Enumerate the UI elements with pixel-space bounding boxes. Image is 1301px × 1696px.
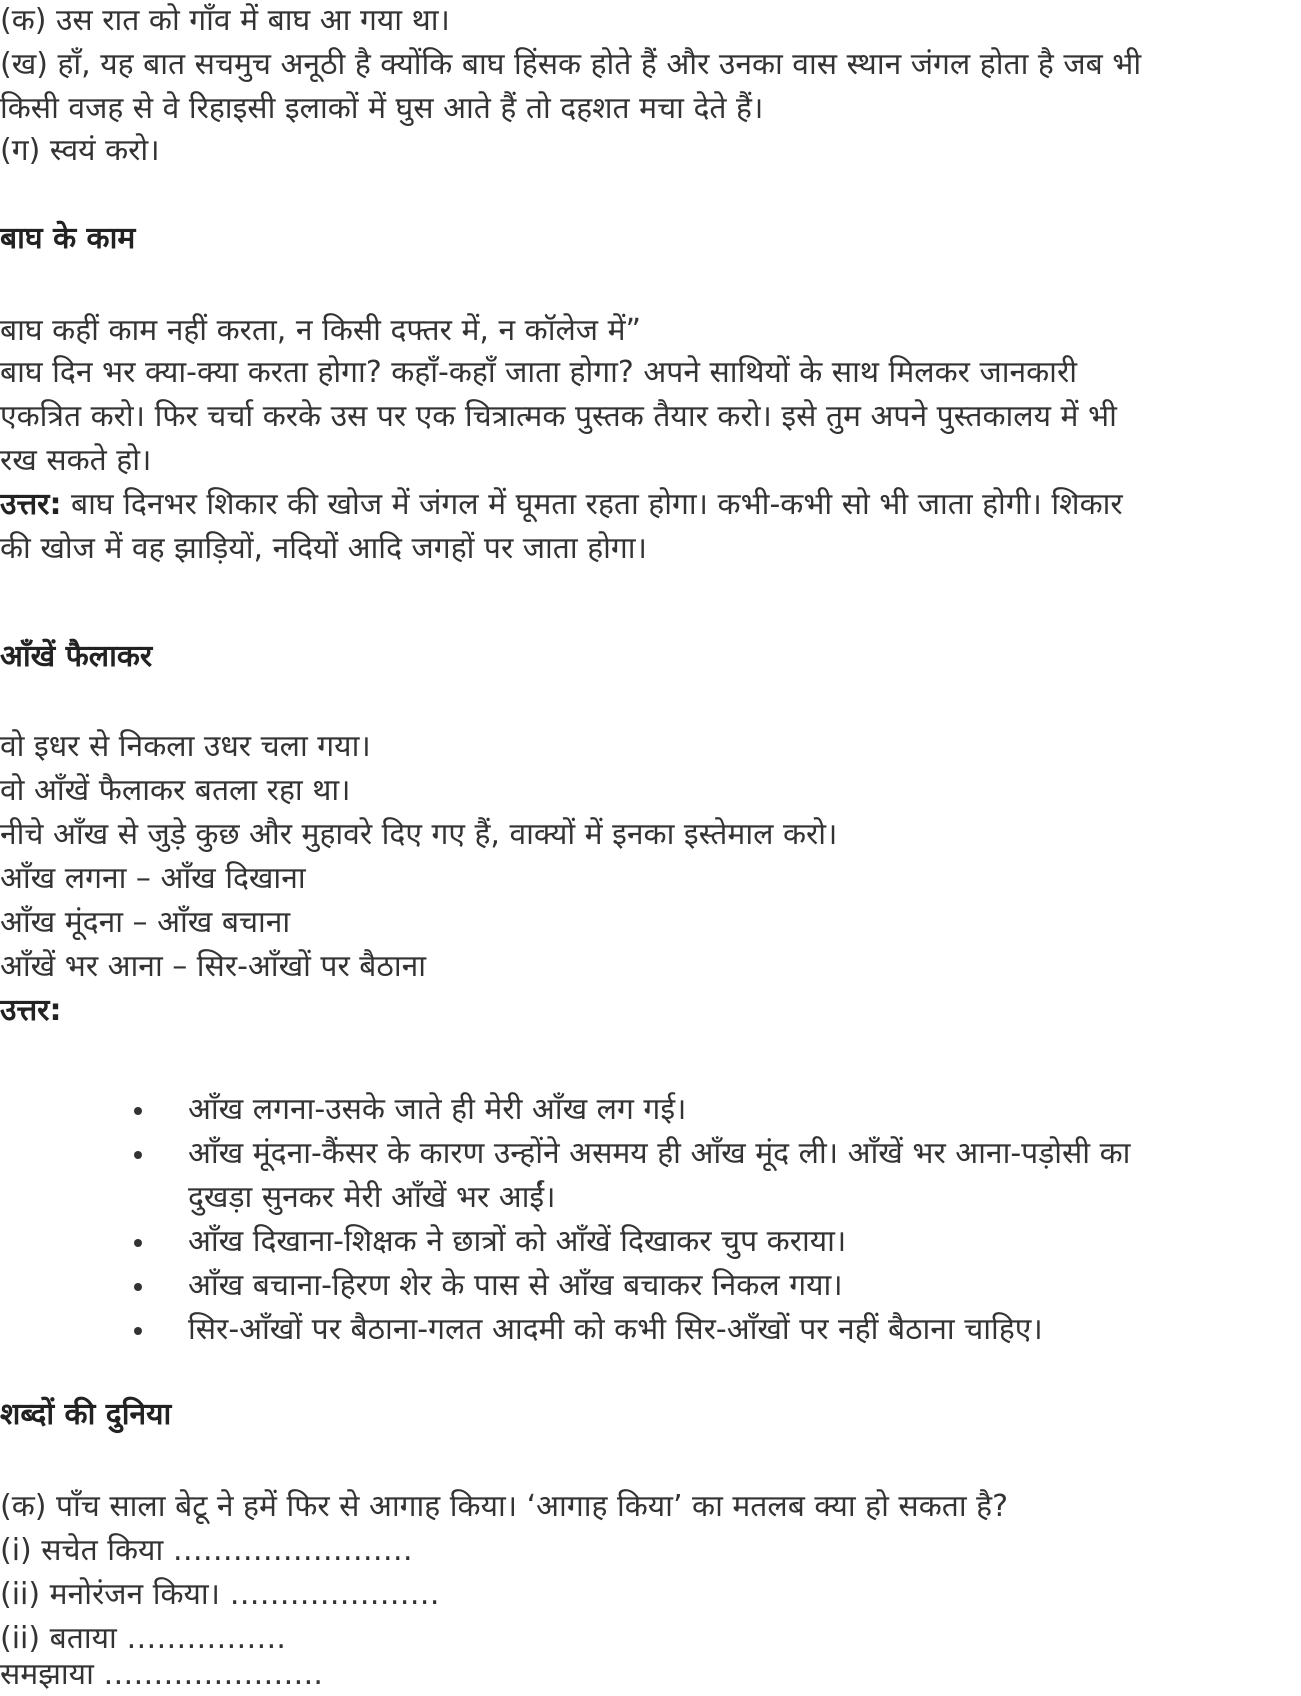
question-line: (क) पाँच साला बेटू ने हमें फिर से आगाह किया। ‘आगाह किया’ का मतलब क्या हो सकता है? (0, 1489, 1008, 1524)
idiom-pair: आँखें भर आना – सिर-आँखों पर बैठाना (0, 949, 427, 984)
answer-label: उत्तर: (0, 993, 62, 1028)
section-heading-shabdon-ki-duniya: शब्दों की दुनिया (0, 1397, 172, 1432)
bullet-icon (134, 1283, 142, 1291)
question-line: बाघ कहीं काम नहीं करता, न किसी दफ्तर में, न कॉलेज में” (0, 313, 642, 348)
option-line: (ii) बताया ……………. (0, 1621, 286, 1656)
list-item: आँख लगना-उसके जाते ही मेरी आँख लग गई। (0, 1088, 1301, 1132)
option-line: (ii) मनोरंजन किया। ………………… (0, 1577, 440, 1612)
section-heading-aankhen-phailakar: आँखें फैलाकर (0, 639, 153, 674)
section-heading-bagh-ke-kaam: बाघ के काम (0, 221, 136, 256)
answer-line-ga: (ग) स्वयं करो। (0, 133, 160, 168)
list-item: सिर-आँखों पर बैठाना-गलत आदमी को कभी सिर-आँखों पर नहीं बैठाना चाहिए। (0, 1308, 1301, 1352)
answer-paragraph (0, 484, 1123, 526)
idiom-pair: आँख लगना – आँख दिखाना (0, 861, 306, 896)
bullet-icon (134, 1151, 142, 1159)
list-item: आँख दिखाना-शिक्षक ने छात्रों को आँखें दिखाकर चुप कराया। (0, 1220, 1301, 1264)
list-item: आँख मूंदना-कैंसर के कारण उन्होंने असमय ही आँख मूंद ली। आँखें भर आना-पड़ोसी का दुखड़ा सुनकर मेरी आँखें भर आईं। (0, 1132, 1301, 1220)
question-line: वो इधर से निकला उधर चला गया। (0, 729, 371, 764)
option-line: (i) सचेत किया …………………… (0, 1533, 413, 1568)
answer-line-kha-cont: किसी वजह से वे रिहाइसी इलाकों में घुस आते हैं तो दहशत मचा देते हैं। (0, 91, 764, 126)
bullet-icon (134, 1327, 142, 1335)
question-line: एकत्रित करो। फिर चर्चा करके उस पर एक चित्रात्मक पुस्तक तैयार करो। इसे तुम अपने पुस्तकालय में भी (0, 399, 1117, 434)
question-line: रख सकते हो। (0, 443, 152, 478)
answer-line-kha: (ख) हाँ, यह बात सचमुच अनूठी है क्योंकि बाघ हिंसक होते हैं और उनका वास स्थान जंगल होता है जब भी (0, 47, 1142, 82)
idiom-answer-list (0, 1088, 1301, 1352)
question-line: नीचे आँख से जुड़े कुछ और मुहावरे दिए गए हैं, वाक्यों में इनका इस्तेमाल करो। (0, 817, 838, 852)
answer-line-ka: (क) उस रात को गाँव में बाघ आ गया था। (0, 3, 450, 38)
question-line: वो आँखें फैलाकर बतला रहा था। (0, 773, 351, 808)
bullet-icon (134, 1239, 142, 1247)
answer-text: बाघ दिनभर शिकार की खोज में जंगल में घूमता रहता होगा। कभी-कभी सो भी जाता होगी। शिकार (61, 487, 1123, 522)
list-item: आँख बचाना-हिरण शेर के पास से आँख बचाकर निकल गया। (0, 1264, 1301, 1308)
question-line: बाघ दिन भर क्या-क्या करता होगा? कहाँ-कहाँ जाता होगा? अपने साथियों के साथ मिलकर जानकारी (0, 355, 1077, 390)
bullet-icon (134, 1107, 142, 1115)
option-line: समझाया …………………. (0, 1657, 323, 1692)
answer-label: उत्तर: (0, 487, 62, 522)
answer-text-cont: की खोज में वह झाड़ियों, नदियों आदि जगहों पर जाता होगा। (0, 531, 647, 566)
idiom-pair: आँख मूंदना – आँख बचाना (0, 905, 291, 940)
